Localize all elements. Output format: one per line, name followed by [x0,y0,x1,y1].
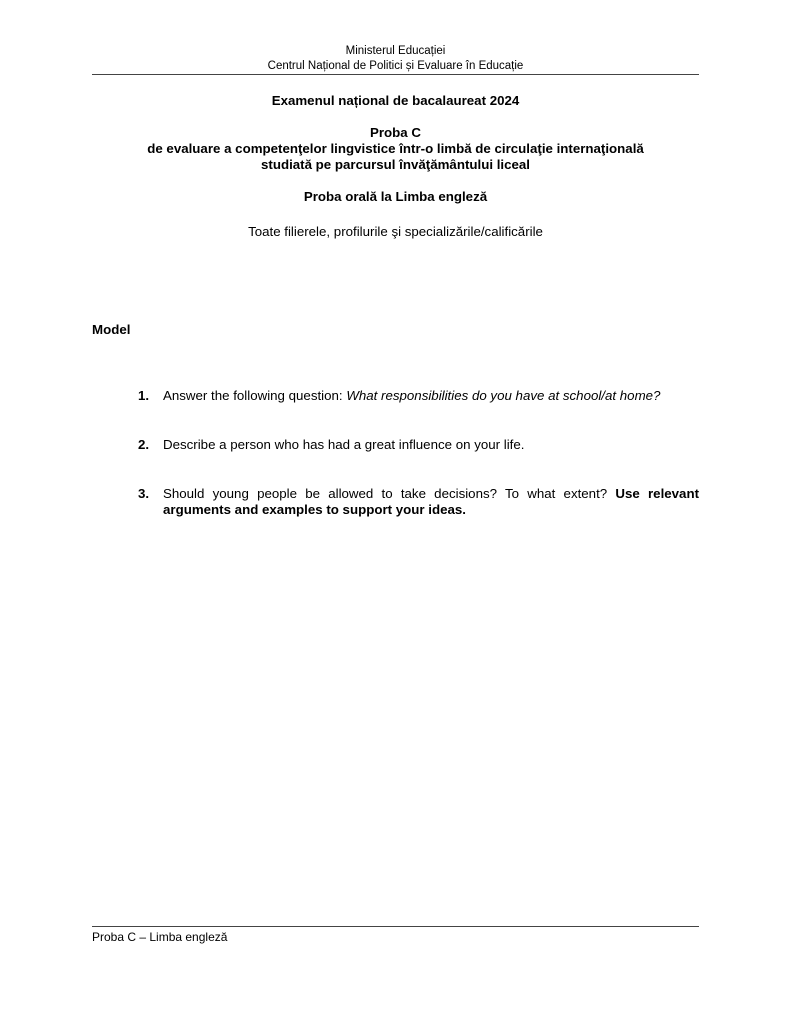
model-label: Model [92,322,131,337]
question-text: Should young people be allowed to take decisions? To what extent? Use relevant arguments and examples to support your ideas. [163,486,699,517]
filiere-subtitle: Toate filierele, profilurile şi specializările/calificările [248,224,543,239]
proba-title: Proba C [370,125,421,140]
question-item [138,437,699,453]
question-bold-text: Use relevant arguments and examples to support your ideas. [163,486,699,517]
question-item [138,388,699,404]
question-number: 3. [138,486,150,501]
oral-exam-title: Proba orală la Limba engleză [303,189,488,204]
question-item [138,486,699,518]
question-italic-text: What responsibilities do you have at school/at home? [346,388,661,403]
footer-divider [92,926,699,927]
ministry-name: Ministerul Educației [345,45,446,57]
center-name: Centrul Național de Politici și Evaluare în Educație [267,60,524,72]
question-number: 1. [138,388,150,403]
header-divider [92,74,699,75]
proba-description-line2: studiată pe parcursul învăţământului liceal [261,157,530,172]
question-text: Answer the following question: What responsibilities do you have at school/at home? [163,388,661,403]
page-footer: Proba C – Limba engleză [92,930,228,944]
title-block [92,93,699,205]
exam-title: Examenul național de bacalaureat 2024 [271,93,520,108]
page-header [92,44,699,74]
question-text: Describe a person who has had a great influence on your life. [163,437,525,452]
proba-description-line1: de evaluare a competenţelor lingvistice într-o limbă de circulaţie internaţională [147,141,644,156]
question-number: 2. [138,437,150,452]
